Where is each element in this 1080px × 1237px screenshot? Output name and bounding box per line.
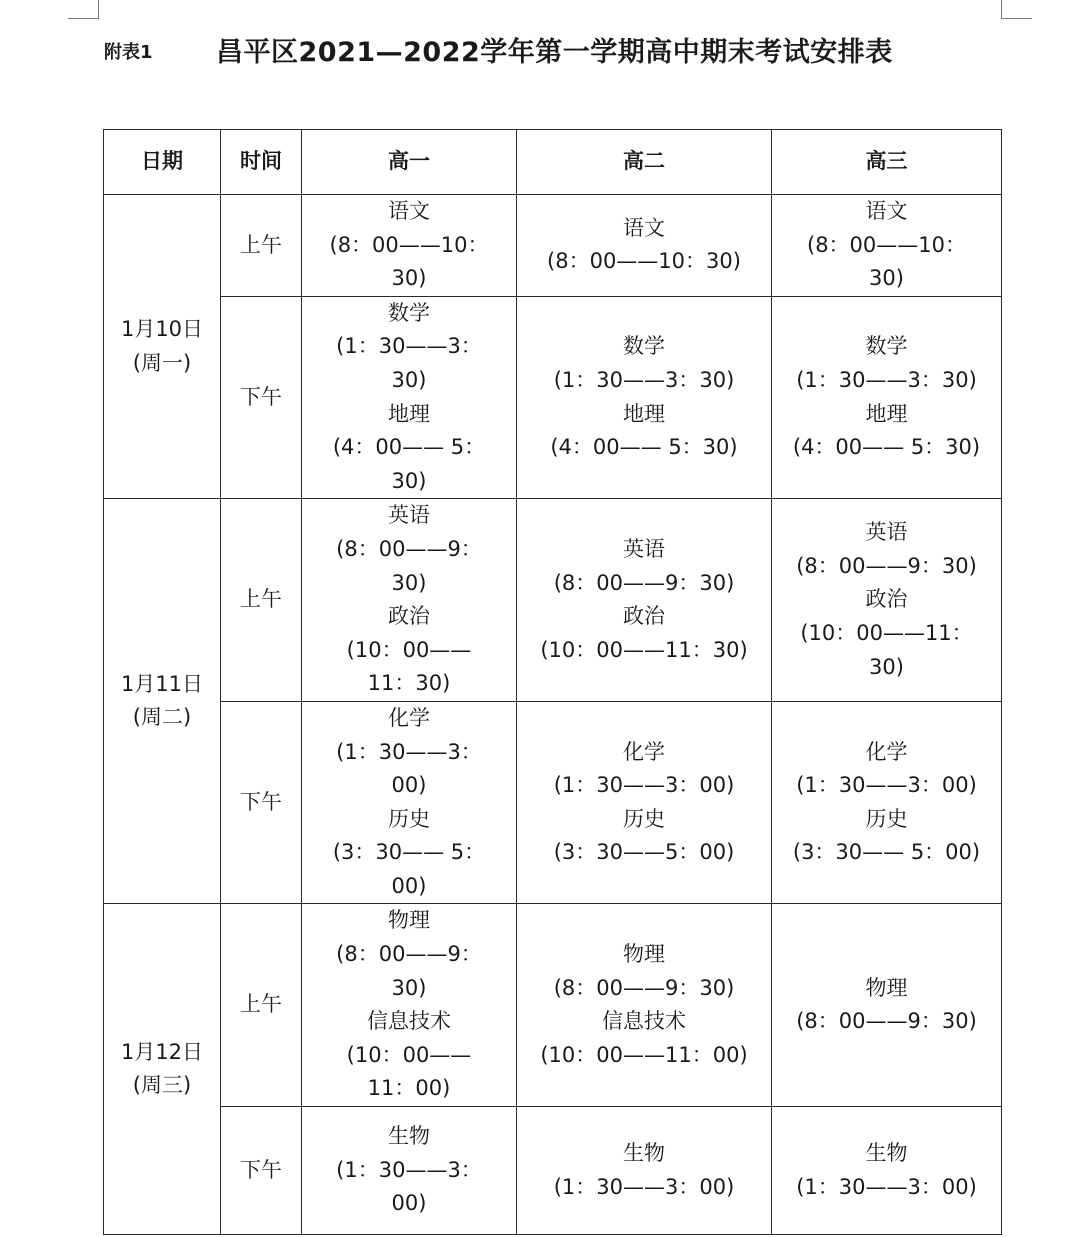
exam-subject: 英语: [623, 536, 665, 561]
exam-subject: 数学: [865, 334, 908, 359]
header-grade-1: 高一: [302, 130, 517, 195]
exam-subject: 地理: [388, 401, 430, 426]
exam-subject: 英语: [388, 503, 430, 528]
grade-2-cell: [517, 499, 772, 702]
exam-subject: 语文: [388, 199, 430, 223]
exam-entry: [772, 583, 1001, 684]
exam-time: (8：00——10：30): [807, 232, 966, 291]
annex-label: 附表1: [104, 42, 153, 63]
exam-time: (1：30——3：30): [553, 367, 735, 392]
exam-entry: [772, 736, 1001, 803]
date-label: 1月12日: [120, 1039, 204, 1064]
exam-subject: 英语: [865, 520, 908, 545]
exam-subject: 语文: [865, 199, 908, 223]
exam-entry: [517, 330, 771, 397]
exam-entry: [517, 398, 771, 465]
exam-time: (1：30——3：00): [553, 1174, 735, 1199]
exam-time: (4：00—— 5：30): [550, 435, 738, 460]
period-cell: 上午: [221, 499, 302, 702]
exam-entry: [302, 398, 516, 499]
weekday-label: (周一): [132, 350, 192, 375]
exam-subject: 化学: [388, 705, 430, 730]
exam-subject: 生物: [865, 1140, 908, 1165]
exam-time: (4：00—— 5：30): [792, 435, 981, 460]
exam-time: (8：00——10：30): [547, 249, 741, 274]
exam-entry: [517, 938, 771, 1005]
grade-3-cell: [772, 1107, 1002, 1235]
header-grade-2: 高二: [517, 130, 772, 195]
grade-3-cell: [772, 701, 1002, 904]
exam-entry: [517, 600, 771, 667]
grade-3-cell: [772, 904, 1002, 1107]
exam-time: (1：30——3：00): [553, 773, 735, 798]
exam-entry: [302, 600, 516, 701]
exam-entry: [772, 803, 1001, 870]
exam-entry: [302, 499, 516, 600]
grade-1-cell: [302, 904, 517, 1107]
exam-time: (10：00——11：30): [800, 620, 973, 679]
exam-subject: 数学: [388, 300, 430, 325]
exam-subject: 历史: [623, 806, 665, 831]
exam-entry: [302, 1005, 516, 1106]
exam-entry: [302, 297, 516, 398]
exam-subject: 化学: [623, 739, 665, 764]
exam-subject: 地理: [865, 401, 908, 426]
exam-subject: 地理: [623, 401, 665, 426]
grade-3-cell: [772, 296, 1002, 499]
table-row: [104, 195, 1002, 297]
grade-1-cell: [302, 701, 517, 904]
header-row: [104, 130, 1002, 195]
period-cell: 下午: [221, 701, 302, 904]
table-row: [104, 499, 1002, 702]
exam-time: (1：30——3：00): [796, 773, 977, 798]
table-row: [104, 904, 1002, 1107]
exam-time: (4：00—— 5：30): [332, 435, 486, 493]
exam-subject: 生物: [388, 1124, 430, 1149]
exam-subject: 政治: [388, 604, 430, 629]
grade-2-cell: [517, 701, 772, 904]
exam-subject: 政治: [623, 604, 665, 629]
header-grade-3: 高三: [772, 130, 1002, 195]
grade-1-cell: [302, 1107, 517, 1235]
exam-time: (1：30——3：30): [336, 334, 482, 392]
date-label: 1月10日: [120, 317, 204, 342]
exam-time: (1：30——3：00): [796, 1174, 977, 1199]
grade-3-cell: [772, 195, 1002, 297]
exam-entry: [302, 904, 516, 1005]
exam-entry: [517, 212, 771, 279]
crop-mark-right: [1001, 0, 1032, 19]
exam-time: (3：30—— 5：00): [332, 840, 486, 898]
exam-time: (8：00——9：30): [796, 553, 977, 578]
exam-subject: 物理: [623, 942, 665, 967]
header-date: 日期: [104, 130, 221, 195]
period-cell: 下午: [221, 296, 302, 499]
crop-mark-left: [68, 0, 99, 19]
exam-subject: 语文: [623, 215, 665, 240]
table-row: [104, 701, 1002, 904]
exam-time: (1：30——3：00): [336, 1157, 482, 1216]
exam-entry: [302, 702, 516, 803]
grade-2-cell: [517, 195, 772, 297]
exam-entry: [772, 195, 1001, 296]
period-cell: 上午: [221, 904, 302, 1107]
grade-2-cell: [517, 1107, 772, 1235]
exam-entry: [772, 972, 1001, 1039]
grade-2-cell: [517, 904, 772, 1107]
exam-entry: [517, 1137, 771, 1204]
document-header: [104, 30, 1040, 70]
table-row: [104, 296, 1002, 499]
exam-subject: 信息技术: [367, 1009, 451, 1034]
grade-1-cell: [302, 195, 517, 297]
grade-2-cell: [517, 296, 772, 499]
weekday-label: (周二): [132, 705, 192, 730]
exam-time: (10：00——11：00): [540, 1042, 748, 1067]
date-cell: [104, 904, 221, 1235]
exam-subject: 历史: [388, 806, 430, 831]
grade-3-cell: [772, 499, 1002, 702]
exam-time: (1：30——3：30): [796, 367, 977, 392]
exam-time: (8：00——9：30): [336, 536, 482, 595]
exam-time: (8：00——9：30): [796, 1009, 977, 1034]
exam-time: (10：00——11：30): [540, 637, 748, 662]
exam-entry: [772, 398, 1001, 465]
schedule-body: [104, 195, 1002, 1235]
exam-subject: 物理: [865, 975, 908, 1000]
exam-subject: 物理: [388, 908, 430, 933]
exam-time: (3：30—— 5：00): [792, 840, 981, 865]
exam-entry: [517, 736, 771, 803]
period-cell: 下午: [221, 1107, 302, 1235]
exam-subject: 生物: [623, 1140, 665, 1165]
exam-subject: 历史: [865, 806, 908, 831]
exam-time: (8：00——9：30): [336, 942, 482, 1000]
page-title: 昌平区2021—2022学年第一学期高中期末考试安排表: [216, 37, 893, 68]
date-label: 1月11日: [120, 671, 204, 696]
exam-time: (8：00——10：30): [329, 232, 489, 291]
date-cell: [104, 499, 221, 904]
exam-entry: [302, 195, 516, 296]
exam-entry: [517, 533, 771, 600]
date-cell: [104, 195, 221, 499]
exam-entry: [772, 1137, 1001, 1204]
exam-subject: 政治: [865, 587, 908, 612]
exam-time: (3：30——5：00): [553, 840, 735, 865]
exam-entry: [772, 330, 1001, 397]
exam-subject: 信息技术: [602, 1009, 686, 1034]
exam-entry: [302, 803, 516, 904]
exam-entry: [517, 1005, 771, 1072]
exam-entry: [302, 1120, 516, 1221]
grade-1-cell: [302, 499, 517, 702]
grade-1-cell: [302, 296, 517, 499]
table-row: [104, 1107, 1002, 1235]
exam-entry: [772, 516, 1001, 583]
exam-subject: 数学: [623, 334, 665, 359]
exam-time: (8：00——9：30): [553, 975, 735, 1000]
exam-time: (10：00——11：30): [346, 637, 472, 696]
period-cell: 上午: [221, 195, 302, 297]
header-time: 时间: [221, 130, 302, 195]
weekday-label: (周三): [132, 1073, 192, 1098]
exam-time: (10：00——11：00): [346, 1042, 472, 1101]
exam-time: (1：30——3：00): [336, 739, 482, 798]
exam-time: (8：00——9：30): [553, 570, 735, 595]
exam-schedule-table: [103, 129, 1002, 1235]
exam-subject: 化学: [865, 739, 908, 764]
exam-entry: [517, 803, 771, 870]
